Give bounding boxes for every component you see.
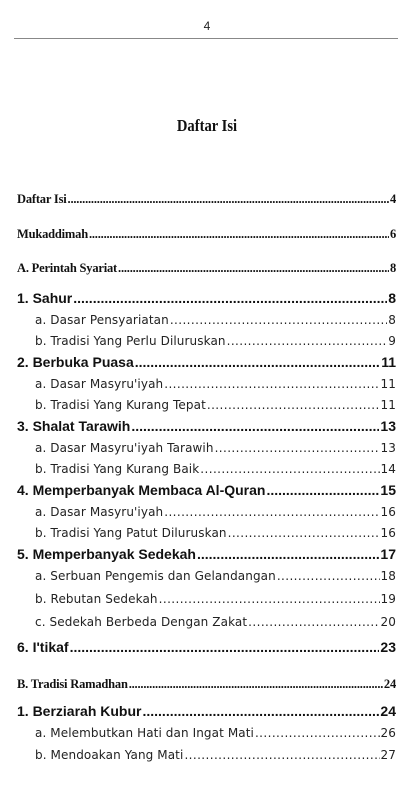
toc-entry-itikaf[interactable] (17, 639, 396, 655)
toc-leader-dots (164, 505, 379, 519)
toc-entry-page: 8 (388, 290, 396, 306)
toc-entry-melembutkan-hati[interactable] (17, 726, 396, 740)
toc-entry-page: 11 (380, 377, 396, 391)
toc-entry-page: 13 (380, 418, 396, 434)
toc-entry-sedekah-berbeda-zakat[interactable] (17, 615, 396, 629)
toc-entry-page: 11 (381, 354, 396, 370)
toc-entry-serbuan-pengemis[interactable] (17, 569, 396, 583)
toc-entry-page: 27 (380, 748, 396, 762)
toc-entry-page: 8 (389, 261, 396, 275)
toc-entry-mukaddimah[interactable] (17, 227, 396, 242)
toc-entry-page: 14 (380, 462, 396, 476)
toc-entry-label: a. Dasar Pensyariatan (35, 313, 169, 327)
toc-entry-label: b. Tradisi Yang Patut Diluruskan (35, 526, 227, 540)
toc-leader-dots (70, 639, 380, 655)
toc-entry-page: 16 (380, 505, 396, 519)
toc-entry-label: b. Tradisi Yang Kurang Baik (35, 462, 200, 476)
toc-entry-shalat-tarawih[interactable] (17, 418, 396, 434)
toc-entry-label: a. Melembutkan Hati dan Ingat Mati (35, 726, 254, 740)
toc-entry-tradisi-patut-diluruskan[interactable] (17, 526, 396, 540)
toc-leader-dots (118, 261, 389, 276)
toc-entry-label: b. Rebutan Sedekah (35, 592, 158, 606)
toc-entry-page: 4 (389, 192, 396, 206)
toc-entry-label: a. Dasar Masyru'iyah Tarawih (35, 441, 214, 455)
toc-entry-page: 23 (380, 639, 396, 655)
toc-leader-dots (277, 569, 380, 583)
toc-entry-membaca-al-quran[interactable] (17, 482, 396, 498)
toc-leader-dots (135, 354, 380, 370)
toc-leader-dots (89, 227, 389, 242)
toc-entry-page: 24 (383, 677, 396, 691)
toc-entry-daftar-isi[interactable] (17, 192, 396, 207)
toc-entry-page: 8 (388, 313, 396, 327)
toc-entry-label: a. Dasar Masyru'iyah (35, 505, 164, 519)
toc-entry-label: B. Tradisi Ramadhan (17, 677, 128, 691)
toc-entry-page: 20 (380, 615, 396, 629)
toc-entry-label: Mukaddimah (17, 227, 88, 241)
toc-entry-dasar-masyruiyah-tarawih[interactable] (17, 441, 396, 455)
toc-leader-dots (266, 482, 379, 498)
toc-entry-page: 13 (380, 441, 396, 455)
toc-leader-dots (248, 615, 379, 629)
toc-entry-label: 2. Berbuka Puasa (17, 354, 134, 370)
toc-entry-label: b. Tradisi Yang Kurang Tepat (35, 398, 206, 412)
toc-entry-tradisi-ramadhan[interactable] (17, 677, 396, 692)
toc-entry-page: 24 (380, 703, 396, 719)
page-title: Daftar Isi (176, 116, 238, 135)
toc-leader-dots (131, 418, 379, 434)
toc-leader-dots (159, 592, 380, 606)
toc-entry-label: b. Tradisi Yang Perlu Diluruskan (35, 334, 226, 348)
toc-entry-memperbanyak-sedekah[interactable] (17, 546, 396, 562)
toc-entry-tradisi-kurang-baik[interactable] (17, 462, 396, 476)
toc-leader-dots (68, 192, 389, 207)
toc-entry-label: Daftar Isi (17, 192, 67, 206)
toc-entry-page: 18 (380, 569, 396, 583)
toc-leader-dots (207, 398, 380, 412)
toc-entry-berziarah-kubur[interactable] (17, 703, 396, 719)
toc-entry-page: 26 (380, 726, 396, 740)
toc-entry-rebutan-sedekah[interactable] (17, 592, 396, 606)
toc-leader-dots (197, 546, 379, 562)
toc-entry-label: a. Serbuan Pengemis dan Gelandangan (35, 569, 276, 583)
toc-entry-mendoakan-yang-mati[interactable] (17, 748, 396, 762)
toc-entry-page: 16 (380, 526, 396, 540)
toc-entry-label: a. Dasar Masyru'iyah (35, 377, 164, 391)
toc-entry-label: b. Mendoakan Yang Mati (35, 748, 184, 762)
toc-leader-dots (255, 726, 380, 740)
toc-entry-label: c. Sedekah Berbeda Dengan Zakat (35, 615, 248, 629)
toc-entry-label: 3. Shalat Tarawih (17, 418, 131, 434)
toc-leader-dots (129, 677, 383, 692)
toc-entry-dasar-pensyariatan[interactable] (17, 313, 396, 327)
toc-leader-dots (200, 462, 379, 476)
toc-leader-dots (73, 290, 387, 306)
toc-entry-perintah-syariat[interactable] (17, 261, 396, 276)
toc-entry-berbuka-puasa[interactable] (17, 354, 396, 370)
table-of-contents (17, 0, 396, 800)
toc-leader-dots (227, 334, 388, 348)
toc-entry-page: 15 (380, 482, 396, 498)
toc-entry-page: 17 (380, 546, 396, 562)
toc-leader-dots (184, 748, 379, 762)
toc-entry-label: 1. Berziarah Kubur (17, 703, 142, 719)
toc-entry-sahur[interactable] (17, 290, 396, 306)
toc-leader-dots (228, 526, 380, 540)
toc-entry-dasar-masyruiyah-quran[interactable] (17, 505, 396, 519)
toc-entry-tradisi-kurang-tepat[interactable] (17, 398, 396, 412)
toc-entry-page: 9 (388, 334, 396, 348)
toc-entry-label: 5. Memperbanyak Sedekah (17, 546, 196, 562)
toc-entry-dasar-masyruiyah[interactable] (17, 377, 396, 391)
toc-entry-label: 4. Memperbanyak Membaca Al-Quran (17, 482, 266, 498)
toc-entry-label: A. Perintah Syariat (17, 261, 118, 275)
toc-entry-page: 19 (380, 592, 396, 606)
toc-entry-tradisi-perlu-diluruskan[interactable] (17, 334, 396, 348)
toc-leader-dots (164, 377, 379, 391)
toc-entry-page: 11 (380, 398, 396, 412)
toc-leader-dots (170, 313, 387, 327)
toc-entry-page: 6 (389, 227, 396, 241)
toc-entry-label: 1. Sahur (17, 290, 73, 306)
page-number: 4 (203, 19, 211, 33)
toc-entry-label: 6. I'tikaf (17, 639, 69, 655)
toc-leader-dots (215, 441, 380, 455)
toc-leader-dots (142, 703, 379, 719)
